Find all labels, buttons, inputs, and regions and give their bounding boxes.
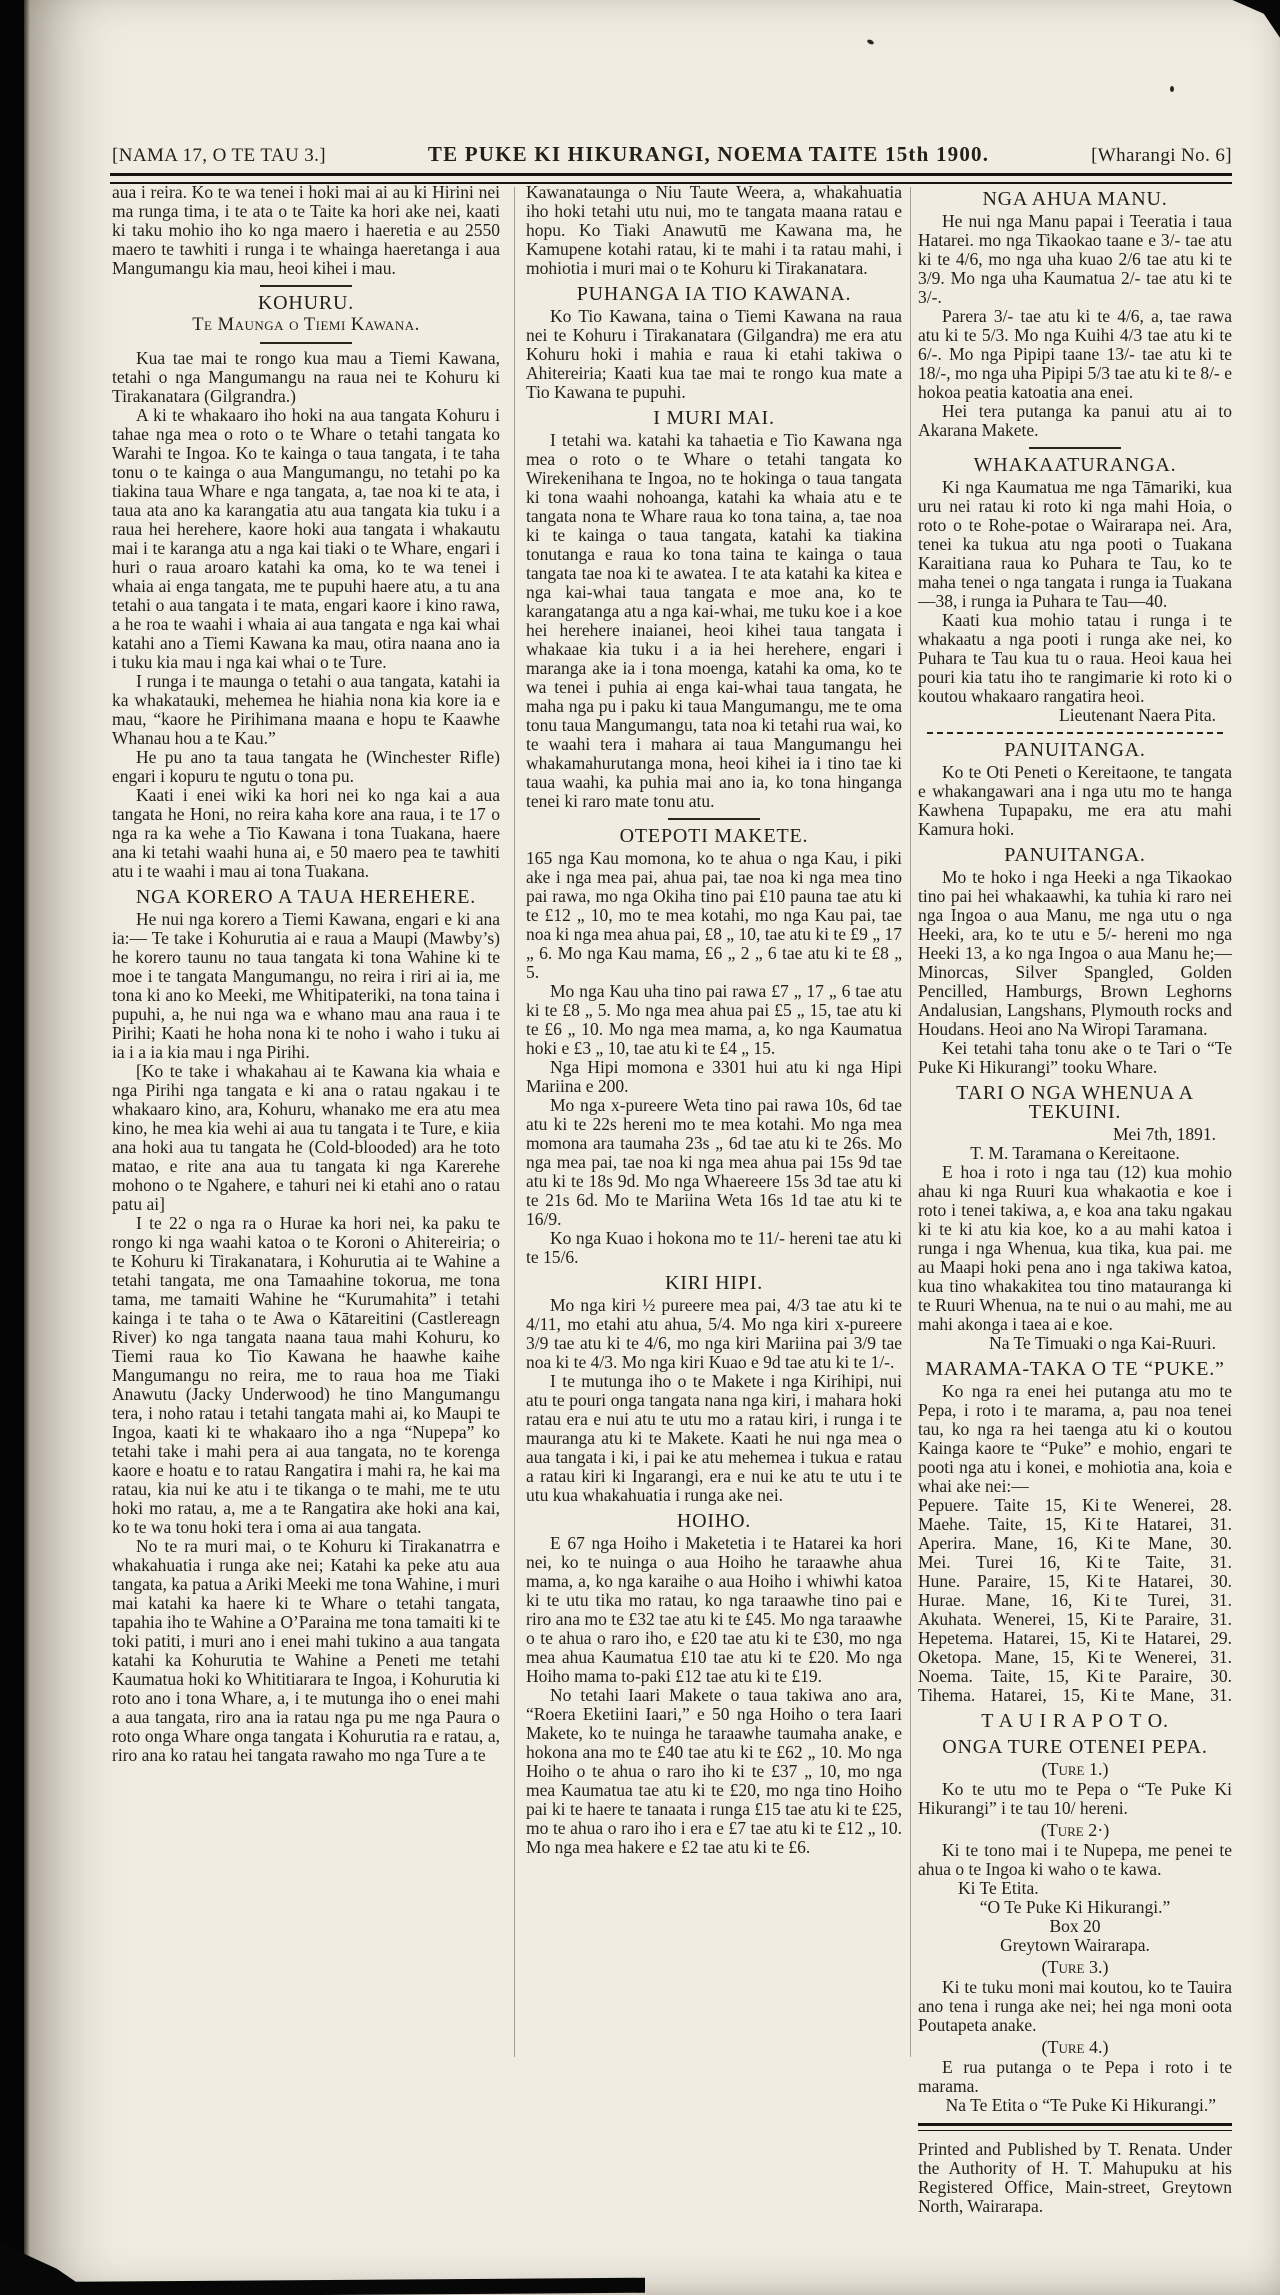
section-heading: NGA KORERO A TAUA HEREHERE. [135,886,477,908]
column-2 [526,183,902,2281]
double-divider [918,2123,1232,2131]
calendar-cell: 30. [1210,1666,1232,1686]
paragraph: Ko te Oti Peneti o Kereitaone, te tangata e whakangawari ana i nga utu mo te hanga Kawhena Tupapaku, me era atu mahi Kamura hoki. [918,762,1232,839]
paragraph: A ki te whakaaro iho hoki na aua tangata Kohuru i tahae nga mea o roto o te Whare o tetahi tangata ko Warahi te Ingoa. Ko te kainga o taua tangata, i te taha tonu o te kainga o aua Mangumangu, no tetahi po ka tiakina taua Whare e nga tangata, a, tae noa ki te ata, i taua ata ano ka karangatia atu aua tangata kia tuku i a raua hei herehere, kaore hoki aua tangata i whakautu mai i te karanga atu a nga kai tiaki o te Whare, engari i huri o raua aroaro katahi ka oma, ko te wa tenei i whaia ai enga tangata, me te pupuhi haere atu, a tu ana tetahi o aua tangata i te mata, engari kaore i kino rawa, a he roa te waahi i whaia ai aua tangata e nga kai whai katahi ano a Tiemi Kawana ka mau, otira naana ano ia i tuku kia mau i nga kai whai o te Ture. [112,405,500,672]
calendar-cell: 15, [1047,1571,1070,1591]
calendar-cell: Ki te [1092,1590,1128,1610]
calendar-cell: 30. [1210,1533,1232,1553]
paragraph: He pu ano ta taua tangata he (Winchester Rifle) engari i kopuru te ngutu o tona pu. [112,747,500,786]
centered-line: Box 20 [1049,1916,1101,1936]
calendar-cell: Taite, [1145,1552,1185,1572]
section-heading: NGA AHUA MANU. [982,188,1168,210]
calendar-cell: Ki te [1082,1495,1117,1515]
calendar-cell: Ki te [1084,1514,1119,1534]
paragraph: I runga i te maunga o tetahi o aua tangata, katahi ia ka whakatauki, mehemea he hiahia nona kia kore ia e mau, “kaore he Pirihimana maana e hopu te Kaawhe Whanau hou a te Kau.” [112,671,500,748]
calendar-cell: Ki te [1095,1533,1131,1553]
calendar-cell: Ki te [1099,1609,1134,1629]
calendar-cell: Wenerei, [992,1609,1056,1629]
paragraph: aua i reira. Ko te wa tenei i hoki mai ai au ki Hirini nei ma runga tima, i te ata o te Taite ka hori ake nei, kaati ki taku mohio iho ko nga maero i haeretia e au 2550 maero te tawhiti i runga i te whainga haeretanga i aua Mangumangu kia mau, heoi kihei i mau. [112,183,500,278]
column-1 [112,183,500,2281]
issue-number: [NAMA 17, O TE TAU 3.] [112,145,326,166]
column-divider [910,187,911,2057]
section-heading: MARAMA-TAKA O TE “PUKE.” [925,1358,1225,1380]
calendar-row [918,1648,1232,1667]
calendar-cell: Ki te [1086,1666,1122,1686]
calendar-cell: 29. [1210,1628,1232,1648]
calendar-cell: 16, [1055,1533,1078,1553]
paragraph: No tetahi Iaari Makete o taua takiwa ano ara, “Roera Eketiini Iaari,” e 50 nga Hoiho o tera Iaari Makete, ko te nuinga he taraawhe taumaha anake, e hokona ana mo te £40 tae atu ki te £62 „ 10. Mo nga Hoiho o te ahua o raro iho ki te £37 „ 10, mo nga mea Kaumatua tae atu ki te £20, mo nga tino Hoiho pai ki te haere te tanaata i runga £15 tae atu ki te £25, mo te ahua o raro iho i era e £7 tae atu ki te £12 „ 10. Mo nga mea hakere e £2 tae atu ki te £6. [526,1685,902,1857]
calendar-cell: Hatarei, [1003,1628,1059,1648]
calendar-cell: Mane, [993,1533,1038,1553]
signature-line: Lieutenant Naera Pita. [1059,705,1216,725]
section-heading: ONGA TURE OTENEI PEPA. [942,1736,1208,1758]
paragraph: Ki te tuku moni mai koutou, ko te Tauira ano tena i runga ake nei; hei nga moni oota Poutapeta anake. [918,1977,1232,2035]
section-heading: OTEPOTI MAKETE. [619,825,809,847]
calendar-cell: 15, [1052,1647,1074,1667]
section-heading: PUHANGA IA TIO KAWANA. [576,283,852,305]
signature-line: Mei 7th, 1891. [1112,1124,1216,1144]
calendar-cell: Akuhata. [918,1609,982,1629]
calendar-cell: 15, [1068,1628,1091,1648]
paragraph: [Ko te take i whakahau ai te Kawana kia whaia e nga Pirihi nga tangata e ki ana o ratau ngakau i te whakaaro kino, ara, Kohuru, whanako me era atu mea kino, he mea kia wehi ai aua tu tangata i te Ture, e kiia ana hoki aua tu tangata he (Cold-blooded) ara he toto matao, e rite ana aua tu tangata ki nga Karerehe mohono o te Ngahere, e tahuri nei ki etahi ano o ratau patu ai] [112,1061,500,1214]
paragraph: Mo nga Kau uha tino pai rawa £7 „ 17 „ 6 tae atu ki te £8 „ 5. Mo nga mea ahua pai £5 „ 15, tae atu ki te £6 „ 10. Mo nga mea mama, a, ko nga Kaumatua hoki e £3 „ 10, tae atu ki te £4 „ 15. [526,981,902,1058]
paragraph: Kaati kua mohio tatau i runga i te whakaatu a nga pooti i runga ake nei, ko Puhara te Tau kua tu o raua. Heoi kaua hei pouri kia tatu iho te rangimarie ki roto ki o koutou whakaaro rangatira heoi. [918,610,1232,706]
paragraph: Ko Tio Kawana, taina o Tiemi Kawana na raua nei te Kohuru i Tirakanatara (Gilgandra) me era atu Kohuru hoki i mahia e raua ki etahi takiwa o Ahitereiria; Kaati kua tae mai te rongo kua mate a Tio Kawana te pupuhi. [526,306,902,402]
paragraph: No te ra muri mai, o te Kohuru ki Tirakanatrra e whakahuatia i runga ake nei; Katahi ka peke atu aua tangata, ka patua a Ariki Meeki me tona Wahine, i muri mai katahi ka haere ki te Whare o tetahi tangata, tapahia iho te Wahine a O’Paraina me tona tamaiti ki te toki patiti, i muri ano i enei mahi tukino a aua tangata katahi ka Kohurutia te Wahine a Peneti me tetahi Kaumatua hoki ko Whititiarara te Ingoa, i Kohurutia ki roto ano i tona Whare, a, i te mutunga iho o enei mahi a aua tangata, riro ana ia ratau nga pu me nga Paura o roto onga Whare onga tangata i Kohurutia ra e ratau, a, riro ana ko ratau hei tangata rawaho mo nga Ture a te [112,1536,500,1765]
calendar-cell: Paraire, [1144,1609,1199,1629]
sub-heading: Te Maunga o Tiemi Kawana. [192,315,420,335]
signature-line: Na Te Timuaki o nga Kai-Ruuri. [989,1333,1216,1353]
paragraph: I te 22 o nga ra o Hurae ka hori nei, ka paku te rongo ki nga waahi katoa o te Koroni o Ahitereiria; o te Kohuru ki Tirakanatara, i Kohurutia ai te Wahine a tetahi tangata, me ona Tamaahine tokorua, me tona tama, me tamaiti Wahine he “Kurumahita” i tetahi kainga i te taha o te Awa o Kātareitini (Castlereagn River) ko nga tangata naana taua mahi Kohuru, ko Tiemi raua ko Tio Kawana he haawhe kaihe Mangumangu no reira, me to raua hoa me Tiaki Anawutu (Jacky Underwood) he tino Mangumangu tera, i noho ratau i tetahi tangata mahi ai, ko Maupi te Ingoa, kaati ki te whakaaro iho a nga “Nupepa” ko tetahi take i mahi pera ai aua tangata, no te korenga kaore e hoatu e to ratau Rangatira i mahi ra, he kai ma ratau, kia nui ke atu i te tikanga o te mahi, me te utu hoki mo ratau, a, me a te Rangatira ake hoki ana kai, ko te wa tonu hoki tera i oma ai aua tangata. [112,1213,500,1537]
calendar-cell: Taite, [987,1514,1027,1534]
calendar-cell: 15, [1062,1685,1085,1705]
calendar-row [918,1496,1232,1515]
calendar-cell: Hatarei, [1136,1514,1193,1534]
paragraph: Ko te utu mo te Pepa o “Te Puke Ki Hikurangi” i te tau 10/ hereni. [918,1779,1232,1818]
paragraph: Ki nga Kaumatua me nga Tāmariki, kua uru nei ratau ki roto ki nga mahi Hoia, o roto o te Rohe-potae o Wairarapa nei. Ara, tenei ka tukua atu nga pooti o Tuakana Karaitiana raua ko Puhara te Tau, ko te maha tenei o nga tangata i runga ia Tuakana—38, i runga ia Puhara te Tau—40. [918,477,1232,611]
calendar-row [918,1629,1232,1648]
calendar-cell: 31. [1210,1647,1232,1667]
masthead [112,142,1232,167]
calendar-cell: 28. [1210,1495,1232,1515]
calendar-cell: Wenerei, [1134,1647,1197,1667]
section-heading: PANUITANGA. [1004,739,1146,761]
paragraph: Kaati i enei wiki ka hori nei ko nga kai a aua tangata he Honi, no reira kaha kore ana raua, i te 17 o nga ra ka wehe a Tio Kawana i tona Tuakana, haere ana ki tetahi waahi huna ai, e 50 maero pea te tawhiti atu i te waahi i mau ai tona Tuakana. [112,785,500,881]
paragraph: E hoa i roto i nga tau (12) kua mohio ahau ki nga Ruuri kua whakaotia e koe i roto i tenei takiwa, a, e koa ana taku ngakau ki te ki atu kia koe, ko a au mahi katoa i runga i nga Whenua, kua tika, kua pai. me au Maapi hoki pena ano i nga takiwa katoa, kua tino whakakitea tou tino matauranga ki te Ruuri Whenua, na te nui o au mahi, me au mahi akonga i taea ai e koe. [918,1162,1232,1334]
calendar-row [918,1572,1232,1591]
section-divider [668,818,760,820]
calendar-cell: Paraire, [977,1571,1031,1591]
calendar-cell: Hune. [918,1571,961,1591]
page-number: [Wharangi No. 6] [1091,145,1232,166]
section-heading: KIRI HIPI. [665,1272,763,1294]
calendar-cell: Aperira. [918,1533,976,1553]
paragraph: 165 nga Kau momona, ko te ahua o nga Kau, i piki ake i nga mea pai, ahua pai, tae noa ki nga mea tino pai rawa, mo nga Okiha tino pai £10 pauna tae atu ki te £12 „ 10, mo te mea kotahi, mo nga Kau pai, tae noa ki nga mea ahua pai, £8 „ 10, tae atu ki te £9 „ 17 „ 6. Mo nga Kau mama, £6 „ 2 „ 6 tae atu ki te £8 „ 5. [526,848,902,982]
page-title: TE PUKE KI HIKURANGI, NOEMA TAITE 15th 1900. [427,142,990,166]
calendar-row [918,1591,1232,1610]
section-heading: T A U I R A P O T O. [981,1710,1169,1732]
scan-edge-left [0,0,30,2295]
calendar-cell: Wenerei, [1132,1495,1195,1515]
calendar-cell: Paraire, [1138,1666,1193,1686]
calendar-cell: Mane, [985,1590,1030,1610]
paragraph: Ko nga ra enei hei putanga atu mo te Pepa, i roto i te marama, a, pau noa tenei tau, ko nga ra hei taenga atu ki o koutou Kainga kaore te “Puke” e mohio, engari te pooti nga atu i konei, e mohiotia ana, koia e whai ake nei:— [918,1381,1232,1496]
calendar-cell: Mane, [994,1647,1040,1667]
newspaper-page [24,0,1280,2295]
calendar-cell: 16, [1050,1590,1073,1610]
paragraph: Printed and Published by T. Renata. Under the Authority of H. T. Mahupuku at his Registered Office, Main-street, Greytown North, Wairarapa. [918,2139,1232,2216]
calendar-cell: 31. [1210,1552,1232,1572]
calendar-row [918,1667,1232,1686]
calendar-row [918,1553,1232,1572]
paragraph: Hei tera putanga ka panui atu ai to Akarana Makete. [918,401,1232,440]
signature-line: Na Te Etita o “Te Puke Ki Hikurangi.” [945,2095,1216,2115]
paragraph: Mo nga x-pureere Weta tino pai rawa 10s, 6d tae atu ki te 22s hereni mo te mea kotahi. Mo nga mea momona ara taumaha 23s „ 6d tae atu ki te 26s. Mo nga mea pai, tae noa ki nga mea ahua pai 15s 9d tae atu ki te 18s 9d. Mo nga Whaereere 15s 3d tae atu ki te 21s 6d. Mo te Mariina Weta 16s 1d tae atu ki te 16/9. [526,1095,902,1229]
calendar-cell: Hatarei, [1137,1571,1194,1591]
calendar-cell: Taite, [990,1666,1030,1686]
calendar-cell: Ki te [1099,1685,1135,1705]
calendar-cell: Noema. [918,1666,973,1686]
paragraph: E rua putanga o te Pepa i roto i te marama. [918,2057,1232,2096]
calendar-cell: 15, [1047,1666,1069,1686]
section-divider [1029,447,1121,449]
calendar-cell: Mane, [1150,1685,1195,1705]
section-heading: TARI O NGA WHENUA A TEKUINI. [956,1082,1194,1123]
calendar-row [918,1515,1232,1534]
paragraph: Ko nga Kuao i hokona mo te 11/- hereni tae atu ki te 15/6. [526,1228,902,1267]
calendar-cell: Hurae. [918,1590,966,1610]
paragraph: Kawanataunga o Niu Taute Weera, a, whakahuatia iho hoki tetahi utu nui, mo te tangata maana ratau e hopu. Ko Tiaki Anawutū me Kawana ma, he Kamupene kotahi ratau, ki te mahi i ta ratau mahi, i mohiotia i muri mai o te Kohuru ki Tirakanatara. [526,183,902,278]
calendar-cell: Mei. [918,1552,951,1572]
ink-speck [1170,86,1174,92]
calendar-row [918,1686,1232,1705]
calendar-cell: 15, [1044,1495,1067,1515]
calendar-cell: 30. [1210,1571,1232,1591]
section-divider [260,342,352,344]
calendar-cell: 31. [1210,1609,1232,1629]
ink-speck [866,39,874,46]
paragraph: Mo te hoko i nga Heeki a nga Tikaokao tino pai hei whakaawhi, ka tuhia ki raro nei nga Ingoa o aua Manu, me nga utu o nga Heeki, ara, ko te utu e 5/- hereni mo nga Heeki 13, a ko nga Ingoa o aua Manu he;— Minorcas, Silver Spangled, Golden Pencilled, Hamburgs, Brown Leghorns Andalusian, Langshans, Plymouth rocks and Houdans. Heoi ano Na Wiropi Taramana. [918,867,1232,1039]
paragraph: I te mutunga iho o te Makete i nga Kirihipi, nui atu te pouri onga tangata nana nga kiri, i mahara hoki ratau era e nui atu te utu mo a ratau kiri, i runga i te mauranga atu ki te Makete. Kaati he nui nga mea o aua tangata i ki, i pai ke atu mehemea i tukua e ratau a ratau kiri ki Ingarangi, era e nui ke atu te utu i te utu kua whakahuatia i runga ake nei. [526,1371,902,1505]
centered-line: “O Te Puke Ki Hikurangi.” [979,1897,1171,1917]
paragraph: Nga Hipi momona e 3301 hui atu ki nga Hipi Mariina e 200. [526,1057,902,1096]
indented-line: Ki Te Etita. [958,1878,1039,1898]
calendar-cell: 16, [1038,1552,1061,1572]
calendar-cell: Taite [994,1495,1030,1515]
calendar-cell: Mane, [1147,1533,1193,1553]
paragraph: Kua tae mai te rongo kua mau a Tiemi Kawana, tetahi o nga Mangumangu na raua nei te Kohuru ki Tirakanatara (Gilgrandra.) [112,348,500,406]
section-divider [260,285,352,287]
rule-heading: (Ture 1.) [1041,1759,1109,1779]
calendar-cell: Turei, [1147,1590,1190,1610]
section-heading: WHAKAATURANGA. [973,454,1177,476]
calendar-cell: Ki te [1086,1571,1121,1591]
centered-line: T. M. Taramana o Kereitaone. [970,1143,1180,1163]
calendar-cell: Hepetema. [918,1628,994,1648]
column-divider [514,187,515,2057]
calendar-cell: 15, [1044,1514,1067,1534]
section-heading: KOHURU. [257,292,355,314]
calendar-cell: 15, [1066,1609,1089,1629]
paragraph: Ki te tono mai i te Nupepa, me penei te ahua o te Ingoa ki waho o te kawa. [918,1840,1232,1879]
calendar-cell: Hatarei, [1144,1628,1201,1648]
paragraph: He nui nga Manu papai i Teeratia i taua Hatarei. mo nga Tikaokao taane e 3/- tae atu ki te 4/6, mo nga uha kuao 2/6 tae atu ki te 3/9. Mo nga uha Kaumatua 2/- tae atu ki te 3/-. [918,211,1232,307]
paragraph: Parera 3/- tae atu ki te 4/6, a, tae rawa atu ki te 5/3. Mo nga Kuihi 4/3 tae atu ki te 6/-. Mo nga Pipipi taane 13/- tae atu ki te 18/-, mo nga uha Pipipi 5/3 tae atu ki te 8/- e hokoa peatia katoatia ana enei. [918,306,1232,402]
paragraph: I tetahi wa. katahi ka tahaetia e Tio Kawana nga mea o roto o te Whare o tetahi tangata ko Wirekenihana te Ingoa, no te hokinga o taua tangata ki tona waahi nohoanga, katahi ka whaia atu e te tangata nona te Whare raua ko tona taina, a, tae noa ki te kainga o taua tangata, katahi ka tiakina tonutanga e raua ko tona taina te kainga o taua tangata tae noa ki te awatea. I te ata katahi ka kitea e nga kai-whai taua tangata e moe ana, ko te karangatanga atu a nga kai-whai, me tuku koe i a koe hei herehere inaianei, heoi kihei taua tangata i whakaae kia tuku i a ia hei herehere, engari i maranga ake ia i tona moenga, katahi ka oma, ko te wa tenei i puhia ai enga kai-whai taua tangata, he maha nga pu i paku ki taua Mangumangu, me te oma tonu taua Mangumangu, tata noa ki tetahi rua wai, ko te waahi tera i mahara ai taua Mangumangu hei whakamahurutanga mona, heoi kihei ia i tino tae ki taua waahi, ka puhia mai ano ia, ko tona hinganga tenei ki raro mate tonu atu. [526,430,902,811]
calendar-cell: Maehe. [918,1514,970,1534]
calendar-cell: Pepuere. [918,1495,979,1515]
section-heading: I MURI MAI. [653,407,775,429]
rule-heading: (Ture 2·) [1040,1820,1110,1840]
calendar-cell: Turei [975,1552,1014,1572]
columns [24,183,1280,2281]
centered-line: Greytown Wairarapa. [1000,1935,1150,1955]
calendar-cell: Oketopa. [918,1647,982,1667]
calendar-cell: Tihema. [918,1685,976,1705]
calendar-cell: Ki te [1087,1647,1122,1667]
calendar-cell: 31. [1210,1685,1232,1705]
long-divider [927,732,1222,734]
section-heading: HOIHO. [676,1510,752,1532]
calendar-row [918,1610,1232,1629]
calendar-row [918,1534,1232,1553]
calendar-cell: Ki te [1100,1628,1135,1648]
paragraph: He nui nga korero a Tiemi Kawana, engari e ki ana ia:— Te take i Kohurutia ai e raua a Maupi (Mawby’s) he korero taunu no taua tangata ki tona Wahine ki te moe i te tangata Mangumangu, no reira i riri ai ia, me tona ki ano ko Meeki, me Whitipateriki, na tona taina i pupuhi, a, he nui nga wa e whano mau ana raua i te Pirihi; Kaati he hoha nona ki te noho i waho i tuku ai ia i a ia kia mau i nga Pirihi. [112,909,500,1062]
calendar-cell: Hatarei, [990,1685,1047,1705]
calendar-cell: Ki te [1085,1552,1121,1572]
paragraph: Kei tetahi taha tonu ake o te Tari o “Te Puke Ki Hikurangi” tooku Whare. [918,1038,1232,1077]
column-3 [918,183,1232,2281]
paragraph: Mo nga kiri ½ pureere mea pai, 4/3 tae atu ki te 4/11, mo etahi atu ahua, 5/4. Mo nga kiri x-pureere 3/9 tae atu ki te 4/6, mo nga kiri Mariina pai 3/9 tae noa ki te 4/3. Mo nga kiri Kuao e 9d tae atu ki te 1/-. [526,1295,902,1372]
section-heading: PANUITANGA. [1004,844,1146,866]
paragraph: E 67 nga Hoiho i Maketetia i te Hatarei ka hori nei, ko te nuinga o aua Hoiho he taraawhe ahua mama, a, ko nga karaihe o aua Hoiho i whiwhi katoa ki te utu tika mo ratau, ko nga taraawhe tino pai e riro ana mo te £32 tae atu ki te £45. Mo nga taraawhe o te ahua o raro iho, e £20 tae atu ki te £30, mo nga mea ahua Kaumatua £10 tae atu ki te £20. Mo nga Hoiho mama to-paki £12 tae atu ki te £19. [526,1533,902,1686]
calendar-cell: 31. [1210,1514,1232,1534]
rule-heading: (Ture 4.) [1041,2037,1109,2057]
rule-heading: (Ture 3.) [1041,1957,1109,1977]
calendar-cell: 31. [1210,1590,1232,1610]
